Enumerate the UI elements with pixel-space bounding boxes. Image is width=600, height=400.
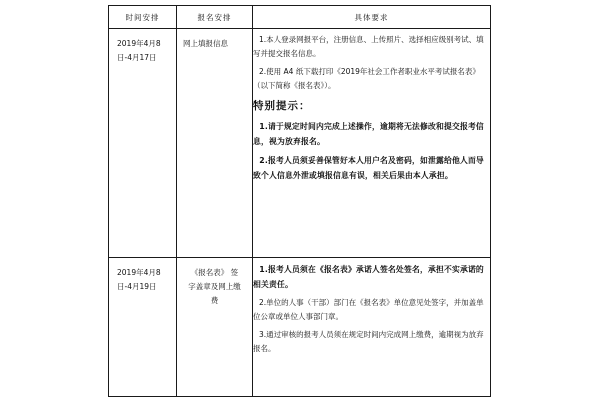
date-range: 2019年4月8 日-4月17日 [117, 39, 161, 62]
header-time: 时间安排 [109, 6, 177, 29]
requirement-paragraph-bold: 1.报考人员须在《报名表》承诺人签名处签名，承担不实承诺的相关责任。 [253, 265, 484, 289]
header-requirements: 具体要求 [253, 6, 491, 29]
cell-date [109, 258, 177, 397]
cell-requirements [253, 258, 491, 397]
date-range: 2019年4月8 日-4月19日 [117, 268, 161, 291]
requirement-paragraph: 3.通过审核的报考人员须在规定时间内完成网上缴费，逾期视为放弃报名。 [253, 330, 484, 353]
requirement-paragraph: 2.使用 A4 纸下载打印《2019年社会工作者职业水平考试报名表》（以下简称《报名表》）。 [253, 67, 480, 90]
table-header-row [109, 6, 491, 29]
requirement-paragraph: 2.单位的人事（干部）部门在《报名表》单位意见处签字，并加盖单位公章或单位人事部门章。 [253, 298, 484, 321]
special-tip-heading: 特别提示： [253, 100, 311, 112]
requirement-paragraph: 1.本人登录网报平台，注册信息、上传照片、选择相应级别考试、填写并提交报名信息。 [253, 35, 484, 58]
tip-paragraph: 2.报考人员须妥善保管好本人用户名及密码，如泄露给他人而导致个人信息外泄或填报信息有误，相关后果由本人承担。 [253, 156, 484, 180]
cell-requirements [253, 29, 491, 258]
cell-item [177, 29, 253, 258]
registration-item: 网上填报信息 [183, 39, 228, 48]
registration-schedule-table [108, 5, 491, 397]
header-registration: 报名安排 [177, 6, 253, 29]
cell-item [177, 258, 253, 397]
table-row [109, 29, 491, 258]
cell-date [109, 29, 177, 258]
table-row [109, 258, 491, 397]
registration-item: 《报名表》 签 字盖章及网上缴 费 [188, 268, 241, 305]
tip-paragraph: 1.请于规定时间内完成上述操作，逾期将无法修改和提交报考信息，视为放弃报名。 [253, 122, 484, 146]
